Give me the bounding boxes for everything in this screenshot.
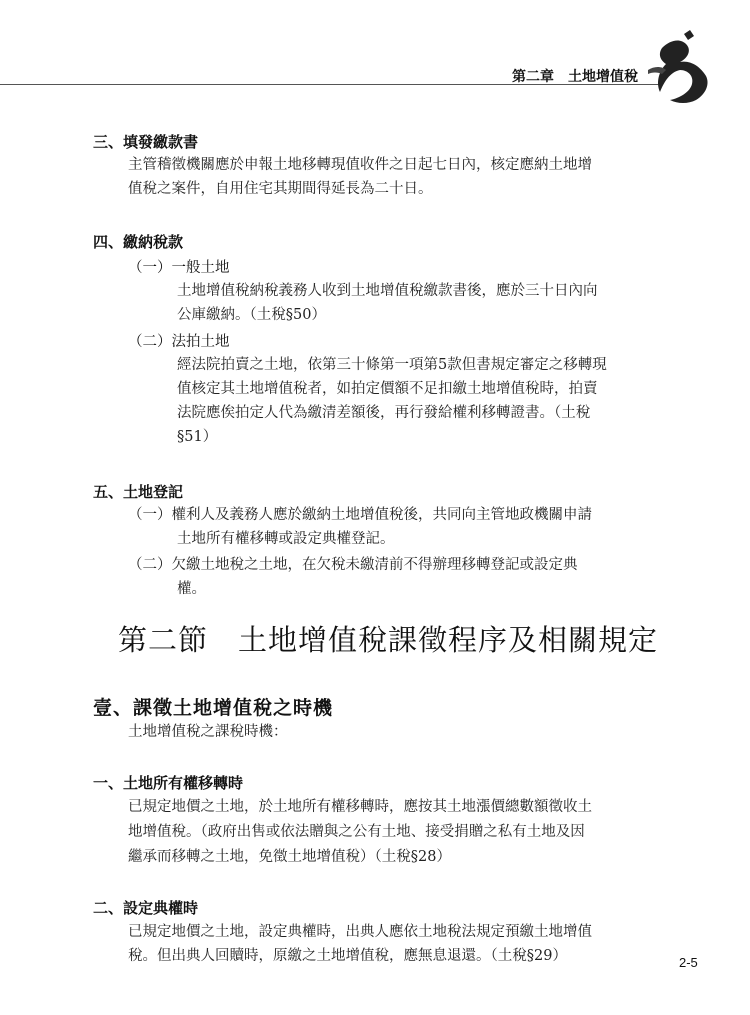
paragraph-line: 繼承而移轉之土地，免徵土地增值稅）（土稅§28） <box>128 849 451 865</box>
paragraph-line: 權。 <box>177 581 206 597</box>
paragraph-line: 值稅之案件，自用住宅其期間得延長為二十日。 <box>128 181 433 197</box>
part-heading: 壹、課徵土地增值稅之時機 <box>93 697 334 719</box>
paragraph-line: 法院應俟拍定人代為繳清差額後，再行發給權利移轉證書。（土稅 <box>177 405 591 421</box>
paragraph-line: 土地增值稅納稅義務人收到土地增值稅繳款書後，應於三十日內向 <box>177 283 598 299</box>
paragraph-line: 已規定地價之土地，於土地所有權移轉時，應按其土地漲價總數額徵收土 <box>128 799 592 815</box>
paragraph-line: 土地所有權移轉或設定典權登記。 <box>177 531 395 547</box>
paragraph-line: 已規定地價之土地，設定典權時，出典人應依土地稅法規定預繳土地增值 <box>128 924 592 940</box>
paragraph-line: （二）欠繳土地稅之土地，在欠稅未繳清前不得辦理移轉登記或設定典 <box>128 557 578 573</box>
section-title: 第二節 土地增值稅課徵程序及相關規定 <box>118 623 659 657</box>
paragraph-line: §51） <box>177 429 218 445</box>
paragraph-line: （一）權利人及義務人應於繳納土地增值稅後，共同向主管地政機關申請 <box>128 507 592 523</box>
heading-part-2: 二、設定典權時 <box>93 899 199 917</box>
paragraph-line: 值核定其土地增值稅者，如拍定價額不足扣繳土地增值稅時，拍賣 <box>177 381 598 397</box>
heading-4: 四、繳納稅款 <box>93 233 184 251</box>
paragraph-line: 地增值稅。（政府出售或依法贈與之公有土地、接受捐贈之私有土地及因 <box>128 824 585 840</box>
subheading-4-2: （二）法拍土地 <box>128 334 230 350</box>
subheading-4-1: （一）一般土地 <box>128 260 230 276</box>
page-number: 2-5 <box>679 955 698 970</box>
paragraph-line: 主管稽徵機關應於申報土地移轉現值收件之日起七日內，核定應納土地增 <box>128 157 592 173</box>
heading-5: 五、土地登記 <box>93 483 184 501</box>
chapter-header: 第二章 土地增值稅 <box>512 69 638 85</box>
heading-part-1: 一、土地所有權移轉時 <box>93 774 244 792</box>
paragraph-line: 稅。但出典人回贖時，原繳之土地增值稅，應無息退還。（土稅§29） <box>128 948 567 964</box>
paragraph-line: 公庫繳納。（土稅§50） <box>177 307 326 323</box>
heading-3: 三、填發繳款書 <box>93 133 199 151</box>
paragraph-line: 經法院拍賣之土地，依第三十條第一項第5款但書規定審定之移轉現 <box>177 357 607 373</box>
paragraph-line: 土地增值稅之課稅時機： <box>128 724 288 740</box>
dancer-logo-icon <box>640 30 720 110</box>
